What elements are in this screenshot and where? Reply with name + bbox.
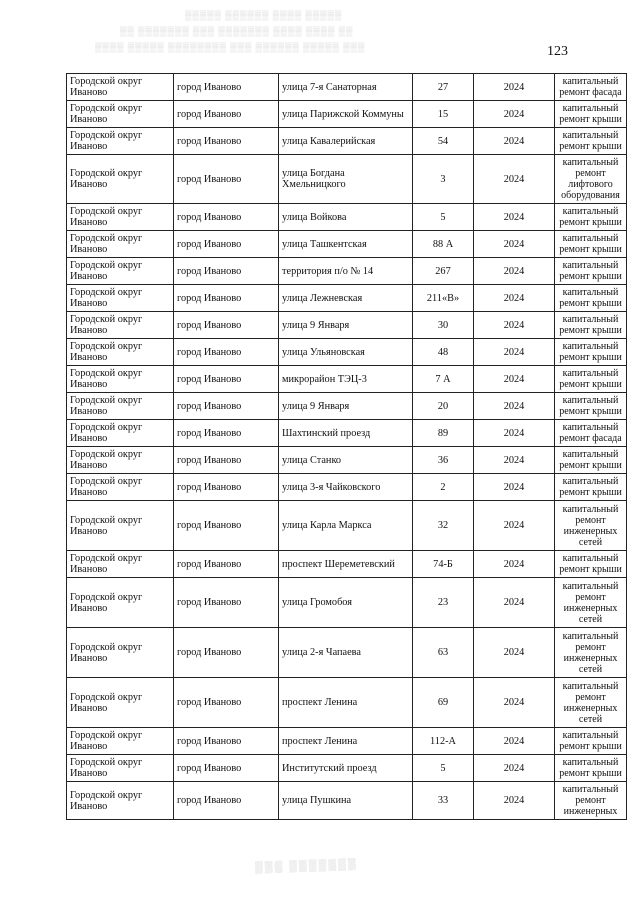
work-type-cell: капитальный ремонт инженерных bbox=[555, 782, 627, 820]
city-cell: город Иваново bbox=[174, 231, 279, 258]
city-cell: город Иваново bbox=[174, 447, 279, 474]
table-row bbox=[67, 155, 627, 204]
year-cell: 2024 bbox=[474, 501, 555, 551]
city-cell: город Иваново bbox=[174, 551, 279, 578]
year-cell: 2024 bbox=[474, 628, 555, 678]
city-cell: город Иваново bbox=[174, 393, 279, 420]
city-cell: город Иваново bbox=[174, 74, 279, 101]
street-cell: улица Кавалерийская bbox=[279, 128, 413, 155]
work-type-cell: капитальный ремонт фасада bbox=[555, 420, 627, 447]
city-cell: город Иваново bbox=[174, 101, 279, 128]
page-number: 123 bbox=[547, 44, 568, 59]
year-cell: 2024 bbox=[474, 155, 555, 204]
house-number-cell: 112-А bbox=[413, 728, 474, 755]
municipality-cell: Городской округ Иваново bbox=[67, 628, 174, 678]
year-cell: 2024 bbox=[474, 420, 555, 447]
house-number-cell: 48 bbox=[413, 339, 474, 366]
table-row bbox=[67, 74, 627, 101]
year-cell: 2024 bbox=[474, 393, 555, 420]
table-row bbox=[67, 501, 627, 551]
city-cell: город Иваново bbox=[174, 420, 279, 447]
city-cell: город Иваново bbox=[174, 285, 279, 312]
street-cell: проспект Ленина bbox=[279, 678, 413, 728]
work-type-cell: капитальный ремонт инженерных сетей bbox=[555, 628, 627, 678]
year-cell: 2024 bbox=[474, 258, 555, 285]
table-row bbox=[67, 678, 627, 728]
street-cell: улица Ульяновская bbox=[279, 339, 413, 366]
municipality-cell: Городской округ Иваново bbox=[67, 578, 174, 628]
municipality-cell: Городской округ Иваново bbox=[67, 204, 174, 231]
city-cell: город Иваново bbox=[174, 728, 279, 755]
house-number-cell: 267 bbox=[413, 258, 474, 285]
city-cell: город Иваново bbox=[174, 782, 279, 820]
year-cell: 2024 bbox=[474, 447, 555, 474]
street-cell: улица Станко bbox=[279, 447, 413, 474]
work-type-cell: капитальный ремонт крыши bbox=[555, 312, 627, 339]
work-type-cell: капитальный ремонт крыши bbox=[555, 231, 627, 258]
house-number-cell: 33 bbox=[413, 782, 474, 820]
house-number-cell: 211«В» bbox=[413, 285, 474, 312]
city-cell: город Иваново bbox=[174, 501, 279, 551]
house-number-cell: 7 А bbox=[413, 366, 474, 393]
year-cell: 2024 bbox=[474, 578, 555, 628]
city-cell: город Иваново bbox=[174, 204, 279, 231]
table-row bbox=[67, 755, 627, 782]
city-cell: город Иваново bbox=[174, 628, 279, 678]
city-cell: город Иваново bbox=[174, 578, 279, 628]
work-type-cell: капитальный ремонт крыши bbox=[555, 474, 627, 501]
city-cell: город Иваново bbox=[174, 474, 279, 501]
year-cell: 2024 bbox=[474, 204, 555, 231]
table-row bbox=[67, 101, 627, 128]
house-number-cell: 63 bbox=[413, 628, 474, 678]
table-row bbox=[67, 339, 627, 366]
work-type-cell: капитальный ремонт инженерных сетей bbox=[555, 501, 627, 551]
municipality-cell: Городской округ Иваново bbox=[67, 420, 174, 447]
bleed-through-text: ▒▒▒▒▒ ▒▒▒▒▒▒ ▒▒▒▒ ▒▒▒▒▒ bbox=[185, 10, 343, 20]
work-type-cell: капитальный ремонт фасада bbox=[555, 74, 627, 101]
house-number-cell: 30 bbox=[413, 312, 474, 339]
year-cell: 2024 bbox=[474, 366, 555, 393]
municipality-cell: Городской округ Иваново bbox=[67, 339, 174, 366]
street-cell: улица Лежневская bbox=[279, 285, 413, 312]
house-number-cell: 3 bbox=[413, 155, 474, 204]
municipality-cell: Городской округ Иваново bbox=[67, 366, 174, 393]
table-row bbox=[67, 578, 627, 628]
house-number-cell: 2 bbox=[413, 474, 474, 501]
work-type-cell: капитальный ремонт инженерных сетей bbox=[555, 678, 627, 728]
year-cell: 2024 bbox=[474, 782, 555, 820]
year-cell: 2024 bbox=[474, 128, 555, 155]
municipality-cell: Городской округ Иваново bbox=[67, 74, 174, 101]
city-cell: город Иваново bbox=[174, 755, 279, 782]
street-cell: улица Парижской Коммуны bbox=[279, 101, 413, 128]
city-cell: город Иваново bbox=[174, 366, 279, 393]
street-cell: улица 9 Января bbox=[279, 312, 413, 339]
municipality-cell: Городской округ Иваново bbox=[67, 782, 174, 820]
street-cell: улица 9 Января bbox=[279, 393, 413, 420]
year-cell: 2024 bbox=[474, 678, 555, 728]
house-number-cell: 27 bbox=[413, 74, 474, 101]
house-number-cell: 20 bbox=[413, 393, 474, 420]
work-type-cell: капитальный ремонт крыши bbox=[555, 366, 627, 393]
street-cell: улица Ташкентская bbox=[279, 231, 413, 258]
table-row bbox=[67, 447, 627, 474]
house-number-cell: 69 bbox=[413, 678, 474, 728]
municipality-cell: Городской округ Иваново bbox=[67, 258, 174, 285]
city-cell: город Иваново bbox=[174, 678, 279, 728]
footer-stamp-mark: ▒▒▒ ▒▒▒▒▒▒▒ bbox=[254, 858, 358, 874]
work-type-cell: капитальный ремонт крыши bbox=[555, 128, 627, 155]
year-cell: 2024 bbox=[474, 231, 555, 258]
work-type-cell: капитальный ремонт крыши bbox=[555, 339, 627, 366]
table-row bbox=[67, 474, 627, 501]
year-cell: 2024 bbox=[474, 755, 555, 782]
repair-schedule-table bbox=[66, 73, 627, 820]
municipality-cell: Городской округ Иваново bbox=[67, 551, 174, 578]
house-number-cell: 5 bbox=[413, 755, 474, 782]
street-cell: улица 7-я Санаторная bbox=[279, 74, 413, 101]
street-cell: Институтский проезд bbox=[279, 755, 413, 782]
work-type-cell: капитальный ремонт крыши bbox=[555, 285, 627, 312]
street-cell: улица Богдана Хмельницкого bbox=[279, 155, 413, 204]
year-cell: 2024 bbox=[474, 339, 555, 366]
street-cell: проспект Ленина bbox=[279, 728, 413, 755]
bleed-through-text: ▒▒ ▒▒▒▒▒▒▒ ▒▒▒ ▒▒▒▒▒▒▒ ▒▒▒▒ ▒▒▒▒ ▒▒ bbox=[120, 26, 354, 36]
street-cell: улица Карла Маркса bbox=[279, 501, 413, 551]
municipality-cell: Городской округ Иваново bbox=[67, 678, 174, 728]
municipality-cell: Городской округ Иваново bbox=[67, 474, 174, 501]
bleed-through-text: ▒▒▒▒ ▒▒▒▒▒ ▒▒▒▒▒▒▒▒ ▒▒▒ ▒▒▒▒▒▒ ▒▒▒▒▒ ▒▒▒ bbox=[95, 42, 366, 52]
house-number-cell: 32 bbox=[413, 501, 474, 551]
year-cell: 2024 bbox=[474, 474, 555, 501]
city-cell: город Иваново bbox=[174, 128, 279, 155]
street-cell: проспект Шереметевский bbox=[279, 551, 413, 578]
year-cell: 2024 bbox=[474, 285, 555, 312]
table-row bbox=[67, 258, 627, 285]
work-type-cell: капитальный ремонт крыши bbox=[555, 551, 627, 578]
house-number-cell: 89 bbox=[413, 420, 474, 447]
municipality-cell: Городской округ Иваново bbox=[67, 728, 174, 755]
year-cell: 2024 bbox=[474, 728, 555, 755]
work-type-cell: капитальный ремонт крыши bbox=[555, 393, 627, 420]
table-row bbox=[67, 128, 627, 155]
municipality-cell: Городской округ Иваново bbox=[67, 393, 174, 420]
work-type-cell: капитальный ремонт инженерных сетей bbox=[555, 578, 627, 628]
municipality-cell: Городской округ Иваново bbox=[67, 101, 174, 128]
house-number-cell: 5 bbox=[413, 204, 474, 231]
house-number-cell: 23 bbox=[413, 578, 474, 628]
street-cell: микрорайон ТЭЦ-3 bbox=[279, 366, 413, 393]
city-cell: город Иваново bbox=[174, 312, 279, 339]
work-type-cell: капитальный ремонт крыши bbox=[555, 728, 627, 755]
house-number-cell: 54 bbox=[413, 128, 474, 155]
house-number-cell: 74-Б bbox=[413, 551, 474, 578]
work-type-cell: капитальный ремонт крыши bbox=[555, 101, 627, 128]
house-number-cell: 36 bbox=[413, 447, 474, 474]
municipality-cell: Городской округ Иваново bbox=[67, 501, 174, 551]
table-row bbox=[67, 551, 627, 578]
table-row bbox=[67, 420, 627, 447]
work-type-cell: капитальный ремонт крыши bbox=[555, 755, 627, 782]
table-row bbox=[67, 231, 627, 258]
street-cell: улица 2-я Чапаева bbox=[279, 628, 413, 678]
street-cell: улица Громобоя bbox=[279, 578, 413, 628]
table-row bbox=[67, 366, 627, 393]
table-row bbox=[67, 782, 627, 820]
municipality-cell: Городской округ Иваново bbox=[67, 447, 174, 474]
street-cell: Шахтинский проезд bbox=[279, 420, 413, 447]
year-cell: 2024 bbox=[474, 74, 555, 101]
work-type-cell: капитальный ремонт крыши bbox=[555, 447, 627, 474]
table-row bbox=[67, 204, 627, 231]
municipality-cell: Городской округ Иваново bbox=[67, 755, 174, 782]
city-cell: город Иваново bbox=[174, 339, 279, 366]
table-row bbox=[67, 285, 627, 312]
house-number-cell: 88 А bbox=[413, 231, 474, 258]
year-cell: 2024 bbox=[474, 101, 555, 128]
street-cell: территория п/о № 14 bbox=[279, 258, 413, 285]
street-cell: улица Пушкина bbox=[279, 782, 413, 820]
work-type-cell: капитальный ремонт лифтового оборудования bbox=[555, 155, 627, 204]
municipality-cell: Городской округ Иваново bbox=[67, 231, 174, 258]
city-cell: город Иваново bbox=[174, 258, 279, 285]
municipality-cell: Городской округ Иваново bbox=[67, 312, 174, 339]
municipality-cell: Городской округ Иваново bbox=[67, 128, 174, 155]
table-row bbox=[67, 628, 627, 678]
municipality-cell: Городской округ Иваново bbox=[67, 155, 174, 204]
table-row bbox=[67, 393, 627, 420]
work-type-cell: капитальный ремонт крыши bbox=[555, 204, 627, 231]
city-cell: город Иваново bbox=[174, 155, 279, 204]
year-cell: 2024 bbox=[474, 551, 555, 578]
street-cell: улица 3-я Чайковского bbox=[279, 474, 413, 501]
year-cell: 2024 bbox=[474, 312, 555, 339]
municipality-cell: Городской округ Иваново bbox=[67, 285, 174, 312]
street-cell: улица Войкова bbox=[279, 204, 413, 231]
work-type-cell: капитальный ремонт крыши bbox=[555, 258, 627, 285]
table-row bbox=[67, 728, 627, 755]
table-row bbox=[67, 312, 627, 339]
house-number-cell: 15 bbox=[413, 101, 474, 128]
